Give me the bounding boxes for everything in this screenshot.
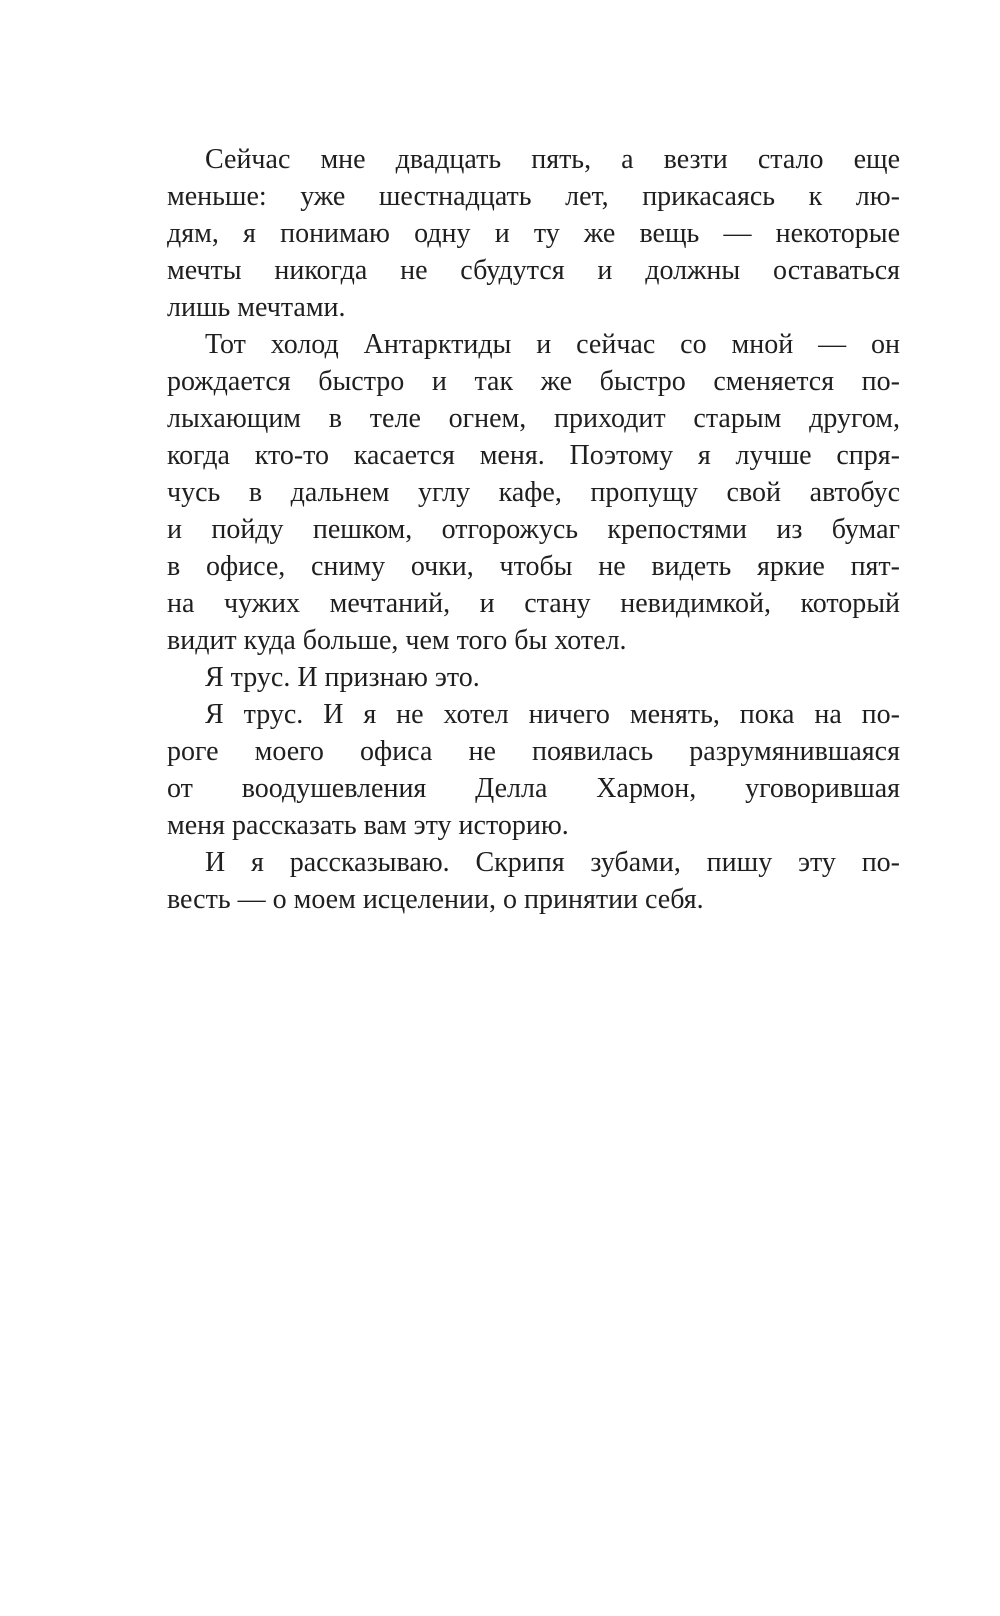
paragraph-3-line-1: Я трус. И признаю это. — [205, 662, 480, 693]
paragraph-4-line-2: роге моего офиса не появилась разрумянившаяся — [167, 736, 900, 767]
paragraph-4-line-4: меня рассказать вам эту историю. — [167, 810, 569, 841]
paragraph-2-line-7: в офисе, сниму очки, чтобы не видеть яркие пят- — [167, 551, 900, 582]
paragraph-4-line-1: Я трус. И я не хотел ничего менять, пока на по- — [205, 699, 900, 730]
paragraph-1-line-1: Сейчас мне двадцать пять, а везти стало еще — [205, 144, 900, 175]
paragraph-5-line-1: И я рассказываю. Скрипя зубами, пишу эту по- — [205, 847, 900, 878]
paragraph-1-line-2: меньше: уже шестнадцать лет, прикасаясь к лю- — [167, 181, 900, 212]
paragraph-4-line-3: от воодушевления Делла Хармон, уговорившая — [167, 773, 900, 804]
paragraph-2-line-4: когда кто-то касается меня. Поэтому я лучше спря- — [167, 440, 900, 471]
paragraph-2-line-9: видит куда больше, чем того бы хотел. — [167, 625, 627, 656]
paragraph-1-line-5: лишь мечтами. — [167, 292, 346, 323]
paragraph-2-line-1: Тот холод Антарктиды и сейчас со мной — он — [205, 329, 900, 360]
paragraph-1-line-4: мечты никогда не сбудутся и должны оставаться — [167, 255, 900, 286]
paragraph-5-line-2: весть — о моем исцелении, о принятии себя. — [167, 884, 704, 915]
paragraph-1-line-3: дям, я понимаю одну и ту же вещь — некоторые — [167, 218, 900, 249]
text-block — [167, 141, 900, 918]
paragraph-2-line-3: лыхающим в теле огнем, приходит старым другом, — [167, 403, 900, 434]
paragraph-2-line-2: рождается быстро и так же быстро сменяется по- — [167, 366, 900, 397]
paragraph-2-line-8: на чужих мечтаний, и стану невидимкой, который — [167, 588, 900, 619]
paragraph-2-line-5: чусь в дальнем углу кафе, пропущу свой автобус — [167, 477, 900, 508]
paragraph-2-line-6: и пойду пешком, отгорожусь крепостями из бумаг — [167, 514, 900, 545]
